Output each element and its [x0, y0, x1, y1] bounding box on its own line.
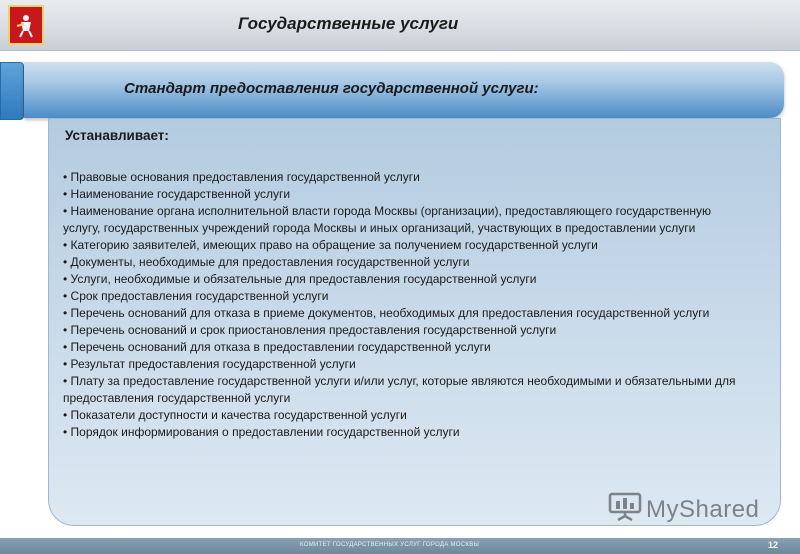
watermark-text: MyShared [646, 495, 760, 523]
list-item: • Показатели доступности и качества государственной услуги [63, 408, 407, 422]
list-item: • Порядок информирования о предоставлении государственной услуги [63, 425, 460, 439]
presentation-board-icon [608, 492, 642, 527]
content-panel [48, 118, 781, 526]
section-title-bar [24, 62, 784, 118]
page-title: Государственные услуги [238, 14, 459, 33]
list-item: • Перечень оснований для отказа в приеме документов, необходимых для предоставления государственной услуги [63, 306, 710, 320]
watermark [608, 492, 759, 527]
page-number: 12 [768, 540, 779, 550]
list-item: • Срок предоставления государственной услуги [63, 289, 329, 303]
bullet-list [63, 169, 743, 441]
list-item: • Правовые основания предоставления государственной услуги [63, 170, 420, 184]
list-item: • Результат предоставления государственной услуги [63, 357, 356, 371]
footer-text: КОМИТЕТ ГОСУДАРСТВЕННЫХ УСЛУГ ГОРОДА МОСКВЫ [300, 542, 480, 548]
moscow-coat-of-arms-icon [8, 5, 44, 45]
list-item: • Перечень оснований и срок приостановления предоставления государственной услуги [63, 323, 557, 337]
list-item: • Наименование органа исполнительной власти города Москвы (организации), предоставляющего государственную услугу, государственных учреждений города Москвы и иных организаций, участвующих в предоставлении услуги [63, 204, 711, 235]
header-bar [0, 0, 800, 51]
section-title: Стандарт предоставления государственной услуги: [124, 80, 539, 97]
list-item: • Документы, необходимые для предоставления государственной услуги [63, 255, 470, 269]
title-tab-marker [0, 62, 24, 120]
list-item: • Плату за предоставление государственной услуги и/или услуг, которые являются необходимыми и обязательными для предоставления государственной услуги [63, 374, 736, 405]
list-item: • Наименование государственной услуги [63, 187, 291, 201]
panel-heading: Устанавливает: [65, 128, 169, 143]
list-item: • Услуги, необходимые и обязательные для предоставления государственной услуги [63, 272, 537, 286]
list-item: • Категорию заявителей, имеющих право на обращение за получением государственной услуги [63, 238, 598, 252]
footer-bar [0, 538, 800, 554]
list-item: • Перечень оснований для отказа в предоставлении государственной услуги [63, 340, 491, 354]
